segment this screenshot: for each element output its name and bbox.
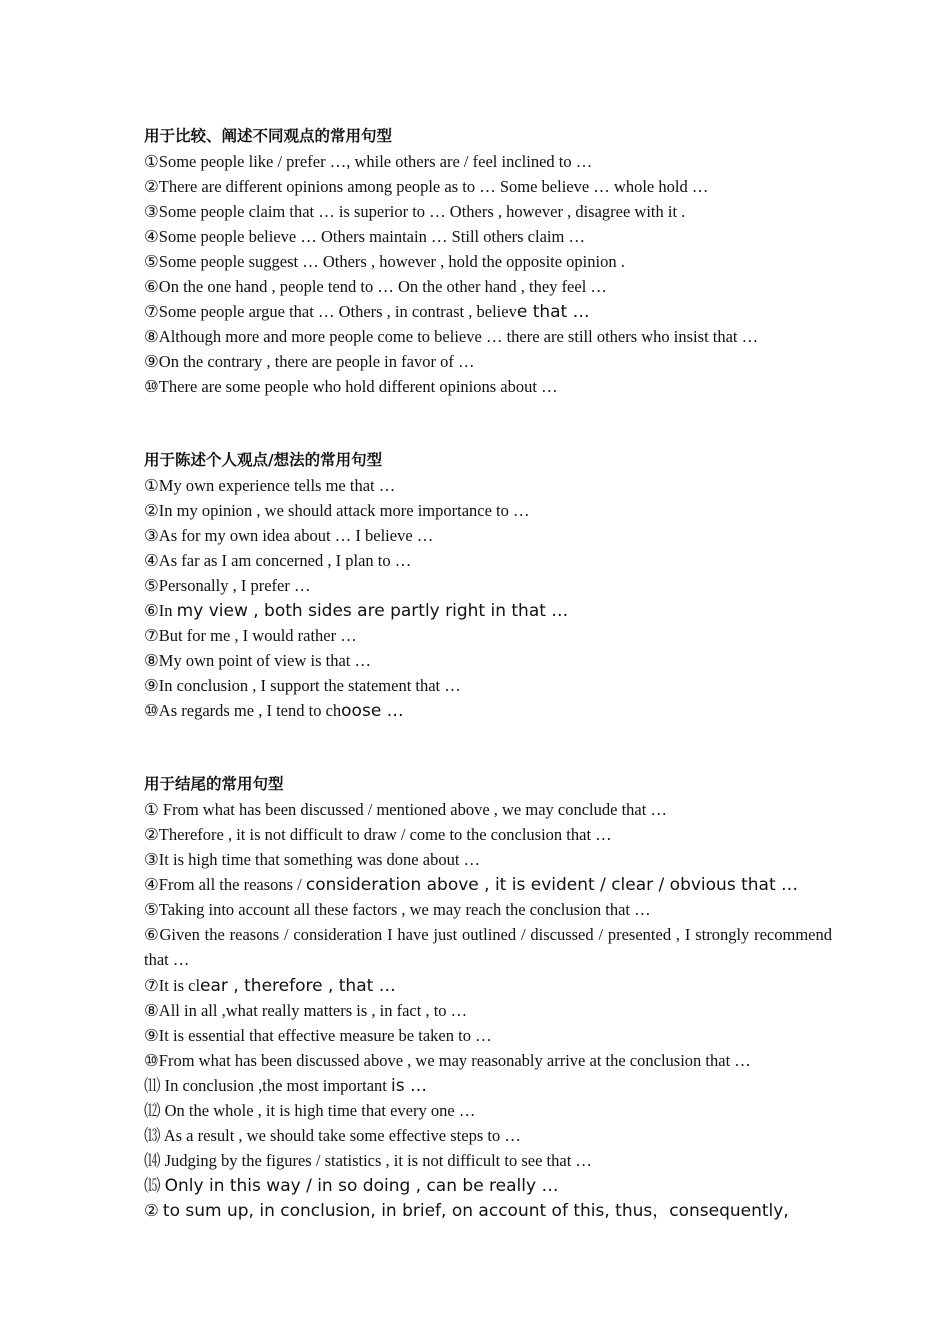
line-text-sans: ear , therefore , that …	[200, 976, 396, 996]
sentence-pattern-line	[144, 548, 832, 573]
section-heading: 用于结尾的常用句型	[144, 775, 284, 793]
sentence-pattern-line	[144, 274, 832, 299]
section-heading: 用于陈述个人观点/想法的常用句型	[144, 451, 383, 469]
sentence-pattern-line	[144, 473, 832, 498]
line-text: ④As far as I am concerned , I plan to …	[144, 551, 412, 570]
line-text: ⒀ As a result , we should take some effective steps to …	[144, 1126, 521, 1145]
line-text: ①Some people like / prefer …, while others are / feel inclined to …	[144, 152, 593, 171]
line-text: ⑥In	[144, 601, 177, 620]
sentence-pattern-line	[144, 922, 832, 973]
sentence-pattern-line	[144, 673, 832, 698]
line-text: ⑨In conclusion , I support the statement that …	[144, 676, 461, 695]
line-text: ⒂	[144, 1176, 165, 1195]
section-comparing-views	[144, 124, 832, 399]
sentence-pattern-line	[144, 797, 832, 822]
line-text-sans: is …	[391, 1076, 427, 1096]
sentence-pattern-line	[144, 1098, 832, 1123]
line-text: ②In my opinion , we should attack more importance to …	[144, 501, 530, 520]
sentence-pattern-line	[144, 299, 832, 324]
line-text: ⑤Personally , I prefer …	[144, 576, 311, 595]
line-text: ⑤Taking into account all these factors , we may reach the conclusion that …	[144, 900, 651, 919]
line-text: ⒁ Judging by the figures / statistics , it is not difficult to see that …	[144, 1151, 592, 1170]
line-text-sans: e that …	[516, 302, 590, 322]
line-text-sans: oose …	[341, 701, 404, 721]
section-heading: 用于比较、阐述不同观点的常用句型	[144, 127, 393, 145]
sentence-pattern-line	[144, 1073, 832, 1098]
sentence-pattern-line	[144, 1048, 832, 1073]
sentence-pattern-line	[144, 648, 832, 673]
sentence-pattern-line	[144, 872, 832, 897]
sentence-pattern-line	[144, 324, 832, 349]
sentence-pattern-line	[144, 199, 832, 224]
line-text: ⑧Although more and more people come to believe … there are still others who insist that …	[144, 327, 759, 346]
section-conclusion	[144, 772, 832, 1223]
sentence-pattern-line	[144, 897, 832, 922]
sentence-pattern-line	[144, 973, 832, 998]
sentence-pattern-line	[144, 149, 832, 174]
line-text: ⑥On the one hand , people tend to … On the other hand , they feel …	[144, 277, 607, 296]
sentence-pattern-line	[144, 1148, 832, 1173]
line-text: ⑩From what has been discussed above , we may reasonably arrive at the conclusion that …	[144, 1051, 751, 1070]
sentence-pattern-line	[144, 1198, 832, 1223]
sentence-pattern-line	[144, 847, 832, 872]
sentence-pattern-line	[144, 1123, 832, 1148]
section-personal-views	[144, 448, 832, 723]
line-text: ⑩As regards me , I tend to ch	[144, 701, 342, 720]
line-text-sans: my view , both sides are partly right in that …	[176, 601, 569, 621]
line-text: ⑥Given the reasons / consideration I have just outlined / discussed / presented , I strongly recommend that …	[144, 925, 832, 969]
sentence-pattern-line	[144, 1173, 832, 1198]
line-text: ⑤Some people suggest … Others , however , hold the opposite opinion .	[144, 252, 625, 271]
line-text: ③It is high time that something was done about …	[144, 850, 481, 869]
sentence-pattern-line	[144, 249, 832, 274]
line-text: ⑦Some people argue that … Others , in contrast , believ	[144, 302, 517, 321]
line-text: ⑨On the contrary , there are people in favor of …	[144, 352, 475, 371]
line-text: ⑧My own point of view is that …	[144, 651, 371, 670]
sentence-pattern-line	[144, 498, 832, 523]
sentence-pattern-line	[144, 598, 832, 623]
line-text-sans: Only in this way / in so doing , can be really …	[164, 1176, 559, 1196]
sentence-pattern-line	[144, 698, 832, 723]
sentence-pattern-line	[144, 374, 832, 399]
sentence-pattern-line	[144, 822, 832, 847]
sentence-pattern-line	[144, 573, 832, 598]
line-text-sans: to sum up, in conclusion, in brief, on account of this, thus，consequently,	[162, 1201, 789, 1221]
sentence-pattern-line	[144, 523, 832, 548]
line-text: ④From all the reasons /	[144, 875, 306, 894]
sentence-pattern-line	[144, 623, 832, 648]
line-text: ②	[144, 1201, 163, 1220]
line-text: ④Some people believe … Others maintain … Still others claim …	[144, 227, 585, 246]
sentence-pattern-line	[144, 174, 832, 199]
line-text: ① From what has been discussed / mentioned above , we may conclude that …	[144, 800, 667, 819]
sentence-pattern-line	[144, 998, 832, 1023]
line-text: ②Therefore , it is not difficult to draw / come to the conclusion that …	[144, 825, 612, 844]
line-text: ⑦But for me , I would rather …	[144, 626, 357, 645]
line-text: ①My own experience tells me that …	[144, 476, 396, 495]
line-text: ⑨It is essential that effective measure be taken to …	[144, 1026, 492, 1045]
sentence-pattern-line	[144, 1023, 832, 1048]
line-text: ③Some people claim that … is superior to … Others , however , disagree with it .	[144, 202, 686, 221]
line-text: ⑦It is cl	[144, 976, 201, 995]
line-text: ⑩There are some people who hold different opinions about …	[144, 377, 558, 396]
line-text: ②There are different opinions among people as to … Some believe … whole hold …	[144, 177, 709, 196]
sentence-pattern-line	[144, 224, 832, 249]
document-page	[144, 124, 832, 1272]
line-text: ⑿ On the whole , it is high time that every one …	[144, 1101, 476, 1120]
sentence-pattern-line	[144, 349, 832, 374]
line-text: ⑧All in all ,what really matters is , in fact , to …	[144, 1001, 468, 1020]
line-text-sans: consideration above , it is evident / clear / obvious that …	[305, 875, 799, 895]
line-text: ③As for my own idea about … I believe …	[144, 526, 434, 545]
line-text: ⑾ In conclusion ,the most important	[144, 1076, 392, 1095]
